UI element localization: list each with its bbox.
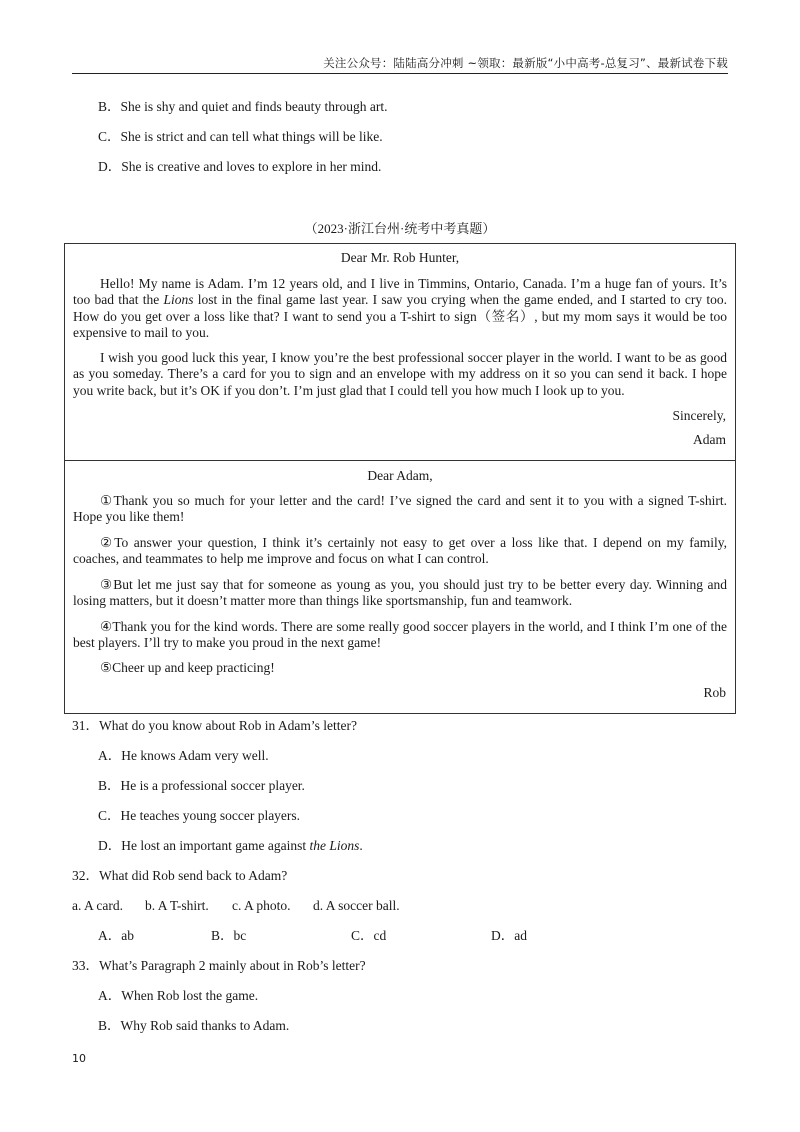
adam-letter-paragraph-1	[73, 276, 727, 342]
q32-choice-c[interactable]: C．cd	[351, 928, 387, 943]
q31-d-prefix: D．He lost an important game against	[98, 838, 310, 853]
adam-letter-signature: Adam	[693, 432, 726, 447]
rob-letter-paragraph-2: ②To answer your question, I think it’s certainly not easy to get over a loss like that. I depend on my family, coaches, and teammates to help me improve and focus on what I can control.	[73, 535, 727, 567]
q31-option-c[interactable]: C．He teaches young soccer players.	[98, 808, 301, 823]
question-32-stem: 32．What did Rob send back to Adam?	[72, 868, 288, 883]
q33-option-a[interactable]: A．When Rob lost the game.	[98, 988, 259, 1003]
q31-d-lions: the Lions	[309, 838, 360, 853]
rob-letter-signature: Rob	[703, 685, 726, 700]
rob-letter-box	[64, 460, 736, 714]
q33-option-b[interactable]: B．Why Rob said thanks to Adam.	[98, 1018, 290, 1033]
question-31-stem: 31．What do you know about Rob in Adam’s letter?	[72, 718, 357, 733]
q31-option-a[interactable]: A．He knows Adam very well.	[98, 748, 269, 763]
adam-p1-part-a: Hello! My name is Adam. I’m 12 years old, and I live in Timmins, Ontario, Canada. I’m a huge fan of yours. It’s too bad that the	[73, 276, 727, 308]
adam-p1-part-b: lost in the final game last year. I saw you crying when the game ended, and I started to cry too. How do you get over a loss like that? I want to send you a T-shirt to sign（签名）, but my mom says it would be too expensive to mail to you.	[73, 292, 727, 341]
q32-choice-a[interactable]: A．ab	[98, 928, 134, 943]
q31-option-b[interactable]: B．He is a professional soccer player.	[98, 778, 305, 793]
rob-letter-paragraph-5: ⑤Cheer up and keep practicing!	[100, 660, 275, 675]
rob-letter-paragraph-4: ④Thank you for the kind words. There are some really good soccer players in the world, and I think I’m one of the best players. I’ll try to make you proud in the next game!	[73, 619, 727, 651]
header-text: 关注公众号：陆陆高分冲刺 ~领取：最新版“小中高考-总复习”、最新试卷下载	[323, 56, 728, 70]
q32-item-c: c. A photo.	[232, 898, 291, 913]
rob-letter-paragraph-1: ①Thank you so much for your letter and the card! I’ve signed the card and sent it to you with a signed T-shirt. Hope you like them!	[73, 493, 727, 525]
q32-item-d: d. A soccer ball.	[313, 898, 400, 913]
q32-item-b: b. A T-shirt.	[145, 898, 209, 913]
adam-letter-paragraph-2: I wish you good luck this year, I know you’re the best professional soccer player in the world. I want to be as good as you someday. There’s a card for you to sign and an envelope with my address on it so you can send it back. I hope you write back, but it’s OK if you don’t. I’m just glad that I could tell you how much I look up to you.	[73, 350, 727, 398]
q32-choice-b[interactable]: B．bc	[211, 928, 247, 943]
adam-p1-lions: Lions	[163, 292, 194, 308]
adam-letter-box	[64, 243, 736, 461]
source-label: （2023·浙江台州·统考中考真题）	[304, 221, 496, 236]
adam-letter-closing: Sincerely,	[672, 408, 726, 423]
q32-choice-d[interactable]: D．ad	[491, 928, 527, 943]
prev-option-c: C．She is strict and can tell what things will be like.	[98, 129, 383, 144]
page-header	[72, 52, 728, 74]
question-33-stem: 33．What’s Paragraph 2 mainly about in Rob’s letter?	[72, 958, 366, 973]
q32-item-a: a. A card.	[72, 898, 123, 913]
adam-letter-salutation: Dear Mr. Rob Hunter,	[340, 250, 460, 265]
rob-letter-salutation: Dear Adam,	[367, 468, 433, 483]
q31-d-suffix: .	[359, 838, 363, 853]
q31-option-d[interactable]	[98, 838, 363, 854]
prev-option-d: D．She is creative and loves to explore in her mind.	[98, 159, 382, 174]
page-number: 10	[72, 1052, 86, 1065]
rob-letter-paragraph-3: ③But let me just say that for someone as young as you, you should just try to be better every day. Winning and losing matters, but it doesn’t matter more than things like sportsmanship, fun and teamwork.	[73, 577, 727, 609]
prev-option-b: B．She is shy and quiet and finds beauty through art.	[98, 99, 388, 114]
